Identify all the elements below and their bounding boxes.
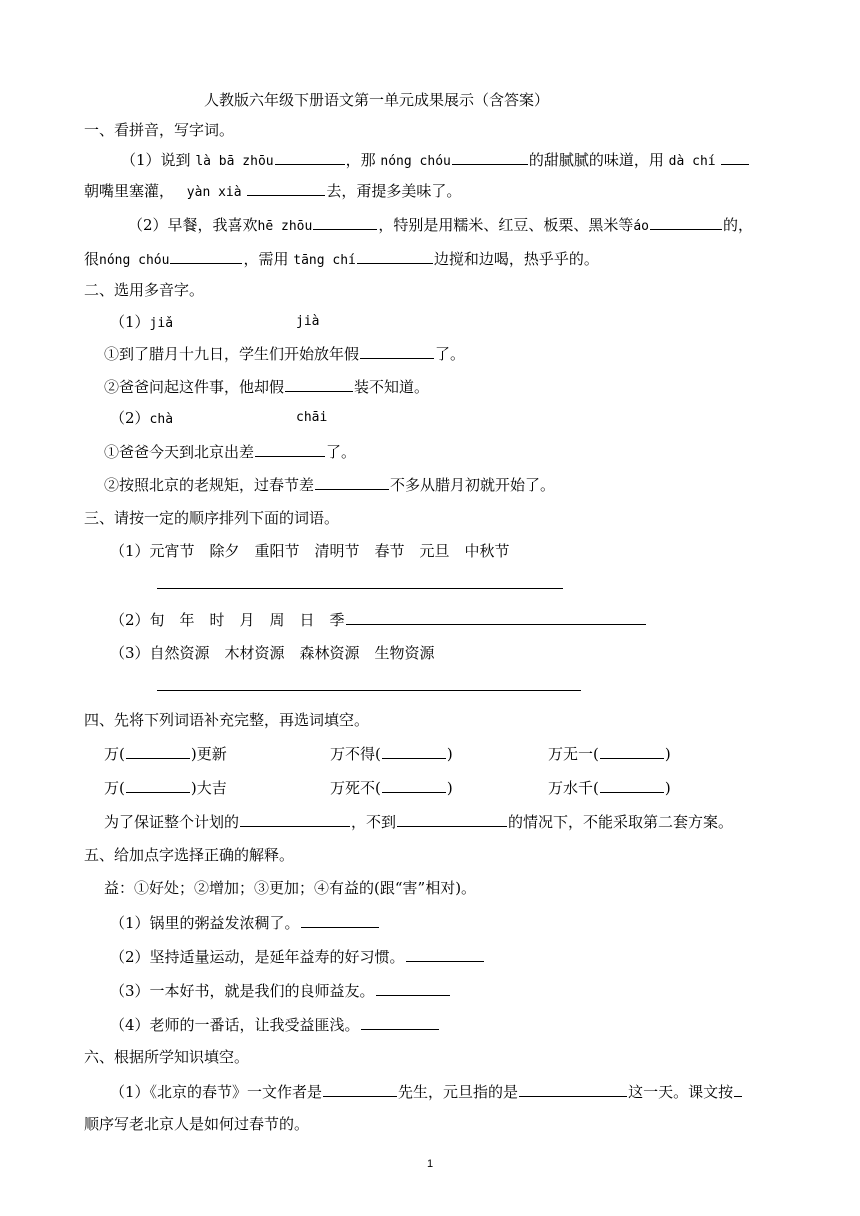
text: 了。	[435, 345, 466, 363]
text: （1）说到	[121, 151, 191, 169]
section-5-heading: 五、给加点字选择正确的解释。	[84, 846, 295, 864]
section-1-heading: 一、看拼音，写字词。	[84, 121, 235, 139]
text: 的情况下，不能采取第二套方案。	[508, 813, 734, 831]
idiom-4	[104, 777, 227, 798]
s5-question-1	[110, 912, 380, 933]
pinyin: hē zhōu	[257, 219, 313, 234]
text: 去，甭提多美味了。	[326, 182, 462, 200]
answer-blank[interactable]	[315, 474, 389, 490]
s5-definitions: 益：①好处；②增加；③更加；④有益的(跟“害”相对)。	[104, 879, 477, 897]
s6-question-1-line-1	[110, 1081, 743, 1102]
answer-blank[interactable]	[301, 912, 379, 928]
text: )	[446, 745, 453, 763]
answer-blank[interactable]	[382, 743, 446, 759]
text: )	[664, 745, 671, 763]
text: 的甜腻腻的味道，用	[528, 151, 664, 169]
text: （2）坚持适量运动，是延年益寿的好习惯。	[110, 948, 405, 966]
text: （1）	[110, 313, 150, 331]
text: ，特别是用糯米、红豆、板栗、黑米等	[378, 216, 634, 234]
answer-blank[interactable]	[346, 609, 646, 625]
answer-blank[interactable]	[170, 248, 242, 264]
text: （2）旬 年 时 月 周 日 季	[110, 611, 345, 629]
answer-blank[interactable]	[126, 743, 190, 759]
text: )	[446, 779, 453, 797]
s2-line-2	[104, 376, 429, 397]
section-2-heading: 二、选用多音字。	[84, 281, 205, 299]
text: 朝嘴里塞灌，	[84, 182, 175, 200]
text: 的，	[723, 216, 754, 234]
answer-blank[interactable]	[275, 149, 345, 165]
text: 万死不(	[330, 779, 381, 797]
answer-blank[interactable]	[323, 1081, 397, 1097]
pinyin: tāng chí	[293, 253, 356, 268]
text: （1）锅里的粥益发浓稠了。	[110, 914, 300, 932]
text: 万(	[104, 745, 125, 763]
answer-blank[interactable]	[126, 777, 190, 793]
s5-question-3	[110, 980, 451, 1001]
s2-line-3	[104, 441, 356, 462]
s1-question-1-line-1	[121, 149, 750, 172]
pinyin: áo	[633, 219, 650, 234]
idiom-3	[548, 743, 671, 764]
answer-blank[interactable]	[600, 743, 664, 759]
text: 边搅和边喝，热乎乎的。	[433, 250, 599, 268]
pinyin-option: jià	[296, 314, 320, 329]
text: ②按照北京的老规矩，过春节差	[104, 476, 315, 494]
pinyin: yàn xià	[186, 185, 242, 200]
pinyin: nóng chóu	[99, 253, 170, 268]
s2-line-4	[104, 474, 555, 495]
answer-blank[interactable]	[650, 214, 722, 230]
s1-question-2-line-2	[84, 248, 599, 271]
pinyin: dà chí	[668, 154, 716, 169]
pinyin-option: chāi	[296, 410, 328, 425]
text: )更新	[190, 745, 227, 763]
pinyin-option: chà	[149, 412, 174, 427]
s4-fill-sentence	[104, 811, 733, 832]
s5-question-4	[110, 1014, 440, 1035]
text: )	[664, 779, 671, 797]
answer-blank[interactable]	[519, 1081, 627, 1097]
section-3-heading: 三、请按一定的顺序排列下面的词语。	[84, 509, 340, 527]
text: 装不知道。	[354, 378, 430, 396]
answer-blank[interactable]	[397, 811, 507, 827]
s2-pinyin-choices-1	[110, 312, 173, 334]
answer-line[interactable]	[157, 588, 563, 589]
text: 这一天。课文按	[628, 1083, 734, 1101]
text: 万水千(	[548, 779, 599, 797]
s1-question-2-line-1	[128, 214, 753, 237]
text: 了。	[326, 443, 357, 461]
s1-question-1-line-2	[84, 180, 461, 203]
pinyin-option: jiǎ	[149, 316, 174, 331]
s6-question-1-line-2: 顺序写老北京人是如何过春节的。	[84, 1115, 310, 1133]
answer-blank[interactable]	[240, 811, 350, 827]
answer-blank[interactable]	[600, 777, 664, 793]
idiom-5	[330, 777, 453, 798]
pinyin: nóng chóu	[380, 154, 451, 169]
answer-blank[interactable]	[247, 180, 325, 196]
s3-question-2	[110, 609, 647, 630]
s5-question-2	[110, 946, 485, 967]
text: ，不到	[351, 813, 397, 831]
text: ①爸爸今天到北京出差	[104, 443, 255, 461]
answer-blank[interactable]	[360, 343, 434, 359]
text: （1）《北京的春节》一文作者是	[110, 1083, 323, 1101]
section-6-heading: 六、根据所学知识填空。	[84, 1048, 250, 1066]
text: ①到了腊月十九日，学生们开始放年假	[104, 345, 360, 363]
text: 不多从腊月初就开始了。	[390, 476, 556, 494]
answer-blank[interactable]	[734, 1081, 742, 1097]
idiom-6	[548, 777, 671, 798]
text: 万无一(	[548, 745, 599, 763]
answer-blank[interactable]	[285, 376, 353, 392]
answer-blank[interactable]	[406, 946, 484, 962]
answer-blank[interactable]	[357, 248, 433, 264]
pinyin: là bā zhōu	[195, 154, 274, 169]
answer-blank[interactable]	[255, 441, 325, 457]
text: （2）早餐，我喜欢	[128, 216, 258, 234]
text: （3）一本好书，就是我们的良师益友。	[110, 982, 375, 1000]
idiom-2	[330, 743, 453, 764]
page-title: 人教版六年级下册语文第一单元成果展示（含答案）	[204, 91, 550, 109]
text: 万不得(	[330, 745, 381, 763]
idiom-1	[104, 743, 227, 764]
section-4-heading: 四、先将下列词语补充完整，再选词填空。	[84, 711, 370, 729]
text: )大吉	[190, 779, 227, 797]
text: （2）	[110, 409, 150, 427]
s2-pinyin-choices-2	[110, 408, 173, 430]
text: 先生，元旦指的是	[398, 1083, 519, 1101]
s2-line-1	[104, 343, 465, 364]
text: 很	[84, 250, 100, 268]
text: ，需用	[243, 250, 289, 268]
answer-blank[interactable]	[721, 149, 749, 165]
text: ，那	[345, 151, 376, 169]
answer-blank[interactable]	[382, 777, 446, 793]
s3-question-3: （3）自然资源 木材资源 森林资源 生物资源	[110, 644, 435, 662]
answer-line[interactable]	[157, 690, 581, 691]
page-number: 1	[426, 1158, 434, 1170]
s3-question-1: （1）元宵节 除夕 重阳节 清明节 春节 元旦 中秋节	[110, 542, 510, 560]
answer-blank[interactable]	[361, 1014, 439, 1030]
text: 为了保证整个计划的	[104, 813, 240, 831]
answer-blank[interactable]	[376, 980, 450, 996]
text: 万(	[104, 779, 125, 797]
text: ②爸爸问起这件事，他却假	[104, 378, 285, 396]
answer-blank[interactable]	[313, 214, 377, 230]
text: （4）老师的一番话，让我受益匪浅。	[110, 1016, 360, 1034]
answer-blank[interactable]	[452, 149, 528, 165]
